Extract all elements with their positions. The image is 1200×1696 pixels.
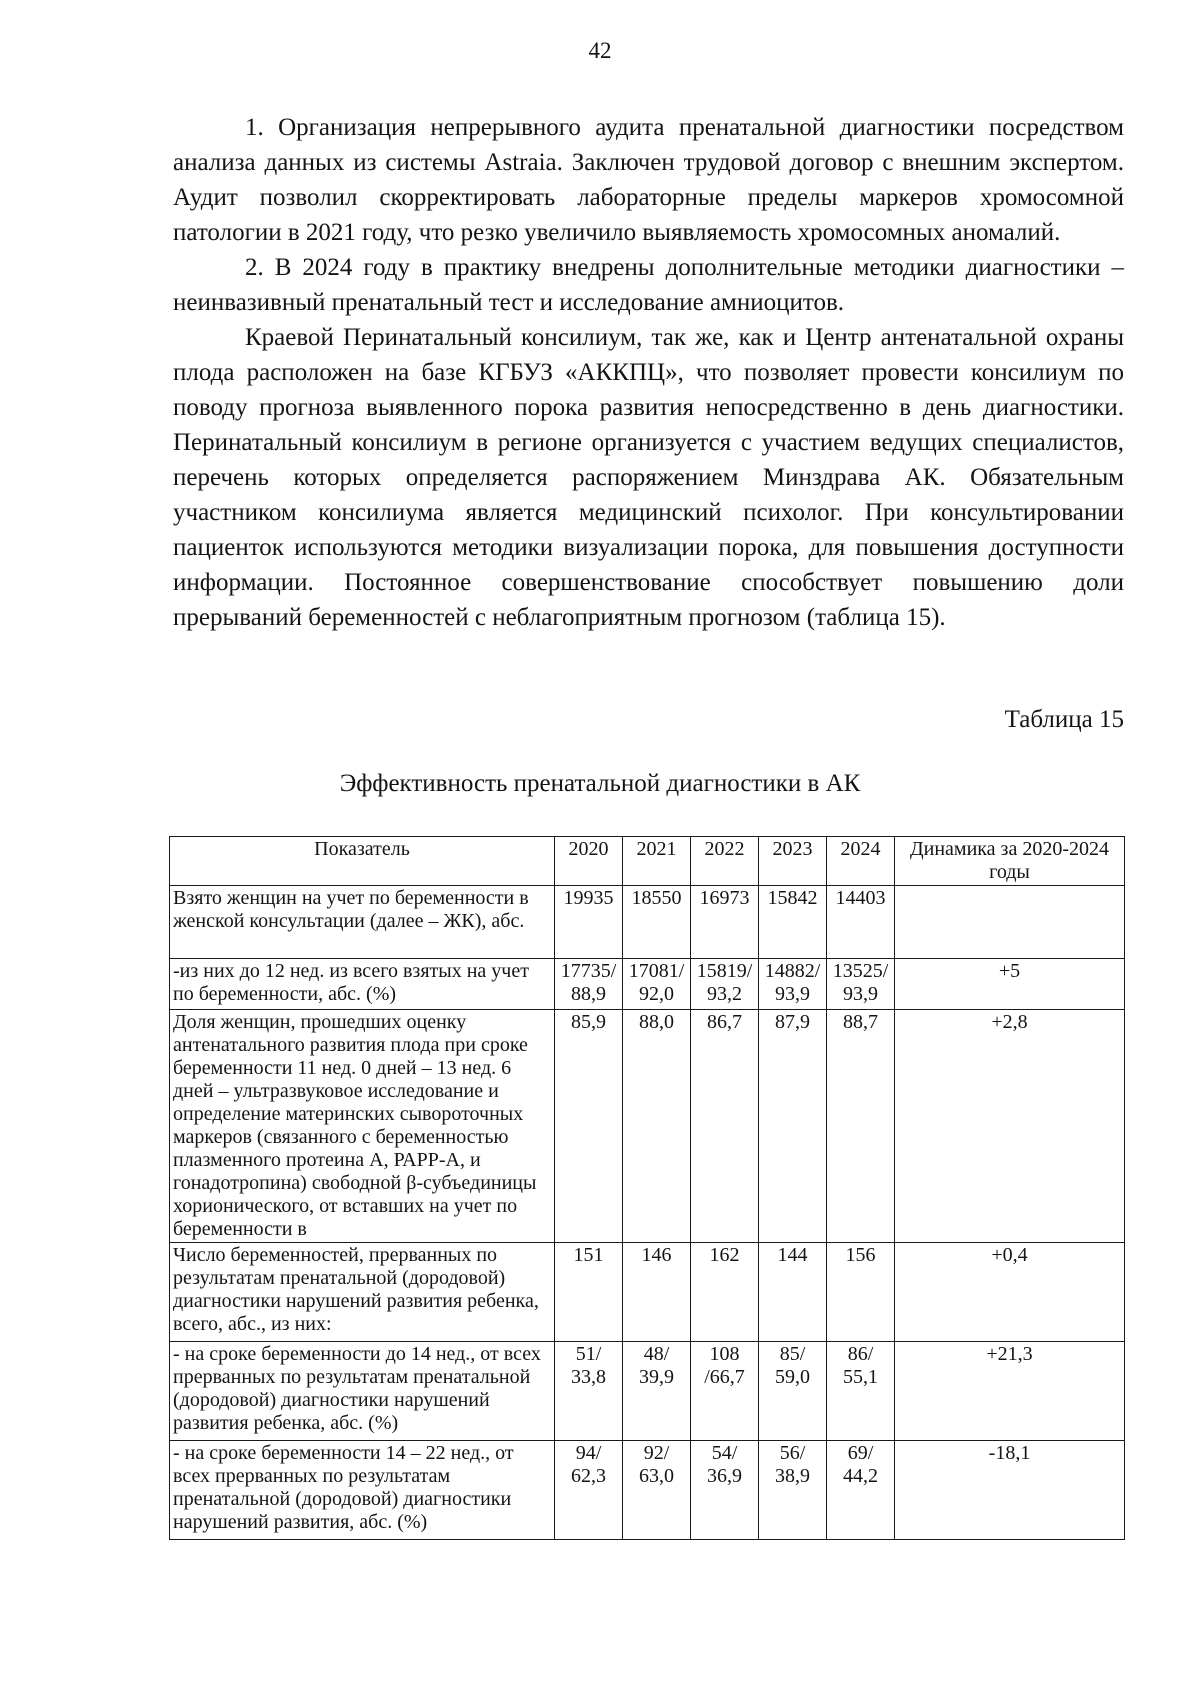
cell-2022: 15819/ 93,2: [691, 959, 759, 1010]
cell-dynamics: [895, 886, 1125, 959]
cell-2022: 54/ 36,9: [691, 1441, 759, 1540]
row-label: -из них до 12 нед. из всего взятых на учет по беременности, абс. (%): [170, 959, 555, 1010]
table-header-row: [170, 837, 1125, 886]
cell-2024: 69/ 44,2: [827, 1441, 895, 1540]
header-2020: 2020: [555, 837, 623, 886]
body-text: [173, 110, 1124, 635]
cell-2022: 108 /66,7: [691, 1342, 759, 1441]
cell-2024: 88,7: [827, 1010, 895, 1243]
header-2023: 2023: [759, 837, 827, 886]
cell-2023: 15842: [759, 886, 827, 959]
header-2024: 2024: [827, 837, 895, 886]
cell-dynamics: +5: [895, 959, 1125, 1010]
table-row: [170, 1010, 1125, 1243]
cell-2023: 85/ 59,0: [759, 1342, 827, 1441]
table-row: [170, 1342, 1125, 1441]
cell-2020: 85,9: [555, 1010, 623, 1243]
table-row: [170, 1441, 1125, 1540]
header-2021: 2021: [623, 837, 691, 886]
statistics-table: [169, 836, 1125, 1540]
table-row: [170, 959, 1125, 1010]
cell-2023: 56/ 38,9: [759, 1441, 827, 1540]
table-row: [170, 1243, 1125, 1342]
cell-2020: 19935: [555, 886, 623, 959]
header-indicator: Показатель: [170, 837, 555, 886]
cell-dynamics: -18,1: [895, 1441, 1125, 1540]
cell-2023: 87,9: [759, 1010, 827, 1243]
table-label: Таблица 15: [1004, 706, 1124, 733]
cell-2023: 144: [759, 1243, 827, 1342]
cell-2022: 162: [691, 1243, 759, 1342]
paragraph-audit: 1. Организация непрерывного аудита пренатальной диагностики посредством анализа данных из системы Astraia. Заключен трудовой договор с внешним экспертом. Аудит позволил скорректировать лабораторные пределы маркеров хромосомной патологии в 2021 году, что резко увеличило выявляемость хромосомных аномалий.: [173, 114, 1124, 246]
cell-2021: 92/ 63,0: [623, 1441, 691, 1540]
cell-dynamics: +21,3: [895, 1342, 1125, 1441]
cell-2020: 151: [555, 1243, 623, 1342]
cell-2021: 88,0: [623, 1010, 691, 1243]
cell-dynamics: +2,8: [895, 1010, 1125, 1243]
cell-2021: 18550: [623, 886, 691, 959]
page-number: 42: [588, 38, 612, 63]
row-label: - на сроке беременности 14 – 22 нед., от всех прерванных по результатам пренатальной (дородовой) диагностики нарушений развития, абс. (%): [170, 1441, 555, 1540]
cell-dynamics: +0,4: [895, 1243, 1125, 1342]
paragraph-council: Краевой Перинатальный консилиум, так же, как и Центр антенатальной охраны плода расположен на базе КГБУЗ «АККПЦ», что позволяет провести консилиум по поводу прогноза выявленного порока развития непосредственно в день диагностики. Перинатальный консилиум в регионе организуется с участием ведущих специалистов, перечень которых определяется распоряжением Минздрава АК. Обязательным участником консилиума является медицинский психолог. При консультировании пациенток используются методики визуализации порока, для повышения доступности информации. Постоянное совершенствование способствует повышению доли прерываний беременностей с неблагоприятным прогнозом (таблица 15).: [173, 324, 1124, 631]
cell-2022: 16973: [691, 886, 759, 959]
table-row: [170, 886, 1125, 959]
row-label: Доля женщин, прошедших оценку антенатального развития плода при сроке беременности 11 нед. 0 дней – 13 нед. 6 дней – ультразвуковое исследование и определение материнских сывороточных маркеров (связанного с беременностью плазменного протеина А, РАРР-А, и гонадотропина) свободной β-субъединицы хорионического, от вставших на учет по беременности в: [170, 1010, 555, 1243]
row-label: Взято женщин на учет по беременности в женской консультации (далее – ЖК), абс.: [170, 886, 555, 959]
paragraph-methods: 2. В 2024 году в практику внедрены дополнительные методики диагностики – неинвазивный пренатальный тест и исследование амниоцитов.: [173, 254, 1124, 316]
cell-2024: 86/ 55,1: [827, 1342, 895, 1441]
cell-2021: 146: [623, 1243, 691, 1342]
header-dynamics: Динамика за 2020-2024 годы: [895, 837, 1125, 886]
cell-2020: 17735/ 88,9: [555, 959, 623, 1010]
header-2022: 2022: [691, 837, 759, 886]
cell-2021: 17081/ 92,0: [623, 959, 691, 1010]
cell-2024: 14403: [827, 886, 895, 959]
row-label: Число беременностей, прерванных по результатам пренатальной (дородовой) диагностики нарушений развития ребенка, всего, абс., из них:: [170, 1243, 555, 1342]
cell-2020: 94/ 62,3: [555, 1441, 623, 1540]
cell-2020: 51/ 33,8: [555, 1342, 623, 1441]
cell-2024: 13525/ 93,9: [827, 959, 895, 1010]
cell-2024: 156: [827, 1243, 895, 1342]
row-label: - на сроке беременности до 14 нед., от всех прерванных по результатам пренатальной (дородовой) диагностики нарушений развития ребенка, абс. (%): [170, 1342, 555, 1441]
cell-2022: 86,7: [691, 1010, 759, 1243]
cell-2021: 48/ 39,9: [623, 1342, 691, 1441]
table-title: Эффективность пренатальной диагностики в АК: [339, 770, 861, 797]
cell-2023: 14882/ 93,9: [759, 959, 827, 1010]
